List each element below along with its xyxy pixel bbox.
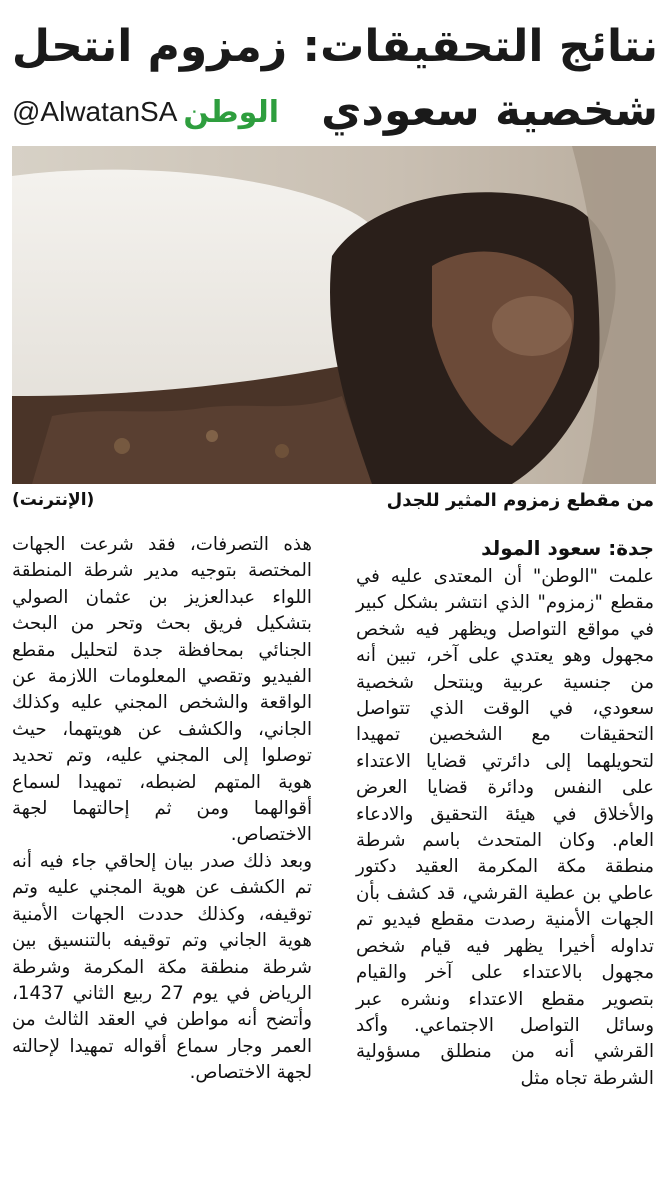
article-paragraph: هذه التصرفات، فقد شرعت الجهات المختصة بتوجيه مدير شرطة المنطقة اللواء عبدالعزيز بن عثمان الصولي بتشكيل فريق بحث وتحر من البحث الجنائي بمحافظة جدة لتحليل مقطع الفيديو وتقصي المعلومات اللازمة عن الواقعة والشخص المجني عليه وكذلك الجاني، والكشف عن هويتهما، حيث توصلوا إلى المجني عليه، وتم تحديد هوية المتهم لضبطه، تمهيدا لسماع أقوالهما ومن ثم إحالتهما لجهة الاختصاص. — [12, 534, 312, 846]
photo-illustration — [12, 146, 656, 484]
article-photo — [12, 146, 656, 484]
alwatan-logo — [183, 95, 279, 130]
photo-caption: من مقطع زمزوم المثير للجدل — [386, 490, 654, 511]
article-paragraph: علمت "الوطن" أن المعتدى عليه في مقطع "زمزوم" الذي انتشر بشكل كبير في مواقع التواصل ويظهر فيه شخص مجهول وهو يعتدي على آخر، تبين أنه من جنسية عربية وينتحل شخصية سعودي، في الوقت الذي تتواصل التحقيقات مع الشخصين تمهيدا لتحويلهما إلى دائرتي قضايا الاعتداء على النفس ودائرة قضايا العرض والأخلاق في هيئة التحقيق والادعاء العام. وكان المتحدث باسم شرطة منطقة مكة المكرمة العقيد دكتور عاطي بن عطية القرشي، قد كشف بأن الجهات الأمنية رصدت مقطع فيديو تم تداوله أخيرا يظهر فيه قيام شخص مجهول بالاعتداء على آخر والقيام بتصوير مقطع الاعتداء ونشره عبر وسائل التواصل الاجتماعي. وأكد القرشي أنه من منطلق مسؤولية الشرطة تجاه مثل — [356, 566, 654, 1089]
brand-block — [12, 92, 279, 132]
logo-text: الوطن — [183, 94, 280, 130]
article-column-right — [356, 564, 654, 1092]
article-paragraph: وبعد ذلك صدر بيان إلحاقي جاء فيه أنه تم الكشف عن هوية المجني عليه وتم توقيفه، وكذلك حددت الجهات الأمنية هوية الجاني وتم توقيفه بالتنسيق بين شرطة منطقة مكة المكرمة وشرطة الرياض في يوم 27 ربيع الثاني 1437، وأتضح أنه مواطن في العقد الثالث من العمر وجار سماع أقواله تمهيدا لإحالته لجهة الاختصاص. — [12, 850, 313, 1084]
photo-credit: (الإنترنت) — [12, 490, 95, 510]
twitter-handle[interactable]: @AlwatanSA — [12, 96, 178, 127]
article-column-left — [12, 532, 312, 1087]
byline: جدة: سعود المولد — [481, 536, 654, 560]
headline-line-2: شخصية سعودي — [321, 85, 658, 136]
headline-line-1: نتائج التحقيقات: زمزوم انتحل — [11, 21, 658, 72]
